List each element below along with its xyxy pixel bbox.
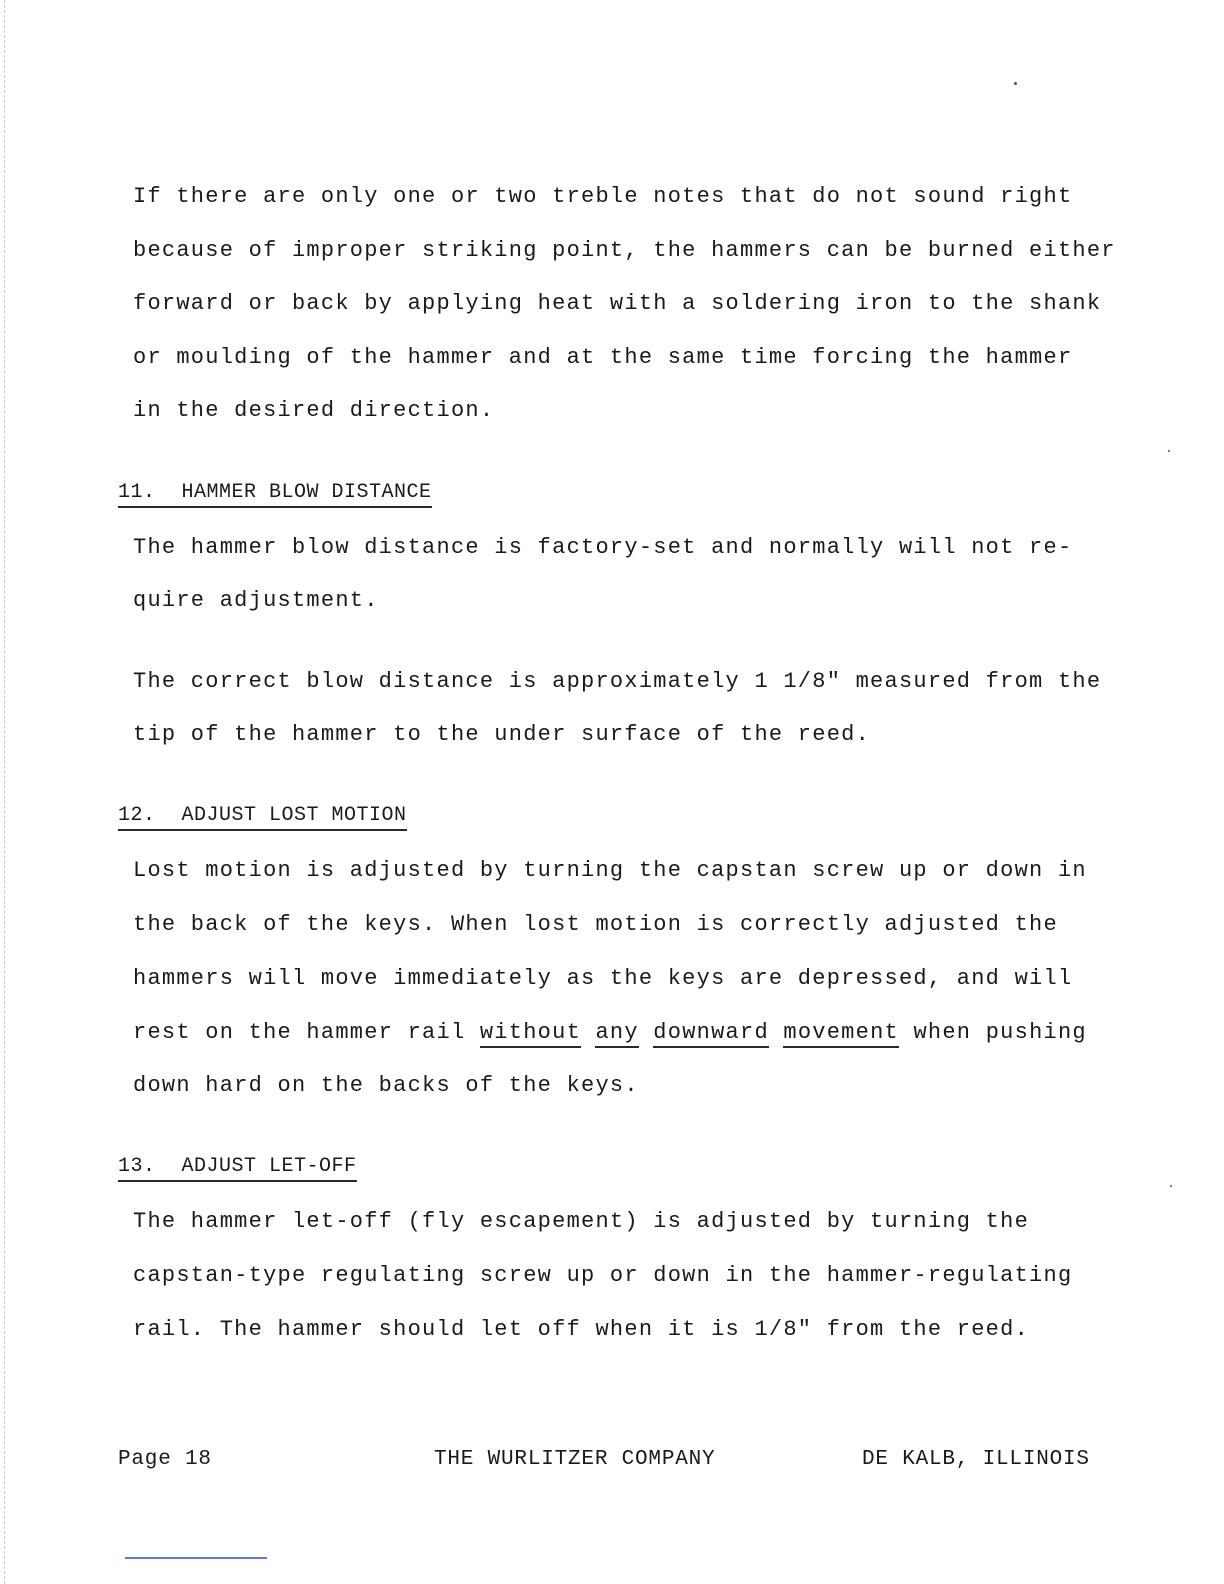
scan-speck bbox=[1014, 82, 1017, 85]
scan-speck bbox=[1168, 450, 1170, 452]
section-13-line-1: The hammer let-off (fly escapement) is adjusted by turning the bbox=[133, 1209, 1030, 1234]
footer-page-number: Page 18 bbox=[118, 1448, 212, 1471]
scan-speck bbox=[1170, 1185, 1172, 1187]
line-4-suffix: when pushing bbox=[899, 1020, 1087, 1045]
intro-line-1: If there are only one or two treble notes that do not sound right bbox=[133, 184, 1073, 209]
section-13-title: ADJUST LET-OFF bbox=[181, 1155, 357, 1178]
section-12-number: 12. bbox=[118, 804, 156, 827]
intro-line-5: in the desired direction. bbox=[133, 398, 495, 423]
section-12-line-5: down hard on the backs of the keys. bbox=[133, 1073, 639, 1098]
footer-location: DE KALB, ILLINOIS bbox=[862, 1448, 1090, 1471]
section-11-para2-line-1: The correct blow distance is approximately 1 1/8" measured from the bbox=[133, 669, 1102, 694]
section-11-heading bbox=[118, 481, 432, 508]
section-13-heading bbox=[118, 1155, 357, 1182]
emphasis-word: movement bbox=[783, 1020, 899, 1048]
section-12-line-1: Lost motion is adjusted by turning the capstan screw up or down in bbox=[133, 858, 1087, 883]
section-12-line-2: the back of the keys. When lost motion is correctly adjusted the bbox=[133, 912, 1058, 937]
footer-company: THE WURLITZER COMPANY bbox=[434, 1448, 716, 1471]
section-11-para2-line-2: tip of the hammer to the under surface of the reed. bbox=[133, 722, 871, 747]
intro-line-2: because of improper striking point, the hammers can be burned either bbox=[133, 238, 1116, 263]
section-12-line-4 bbox=[133, 1020, 1087, 1046]
section-13-number: 13. bbox=[118, 1155, 156, 1178]
section-11-title: HAMMER BLOW DISTANCE bbox=[181, 481, 432, 504]
emphasis-word: without bbox=[480, 1020, 581, 1048]
section-11-number: 11. bbox=[118, 481, 156, 504]
intro-line-3: forward or back by applying heat with a soldering iron to the shank bbox=[133, 291, 1102, 316]
line-4-prefix: rest on the hammer rail bbox=[133, 1020, 480, 1045]
section-12-title: ADJUST LOST MOTION bbox=[181, 804, 407, 827]
section-11-para1-line-2: quire adjustment. bbox=[133, 588, 379, 613]
emphasis-word: downward bbox=[653, 1020, 769, 1048]
emphasis-word: any bbox=[595, 1020, 638, 1048]
section-12-line-3: hammers will move immediately as the keys are depressed, and will bbox=[133, 966, 1073, 991]
section-11-para1-line-1: The hammer blow distance is factory-set and normally will not re- bbox=[133, 535, 1073, 560]
intro-line-4: or moulding of the hammer and at the same time forcing the hammer bbox=[133, 345, 1073, 370]
section-13-line-3: rail. The hammer should let off when it is 1/8" from the reed. bbox=[133, 1317, 1030, 1342]
section-12-heading bbox=[118, 804, 407, 831]
section-13-line-2: capstan-type regulating screw up or down in the hammer-regulating bbox=[133, 1263, 1073, 1288]
scan-edge bbox=[4, 0, 5, 1584]
bottom-rule bbox=[125, 1557, 267, 1559]
